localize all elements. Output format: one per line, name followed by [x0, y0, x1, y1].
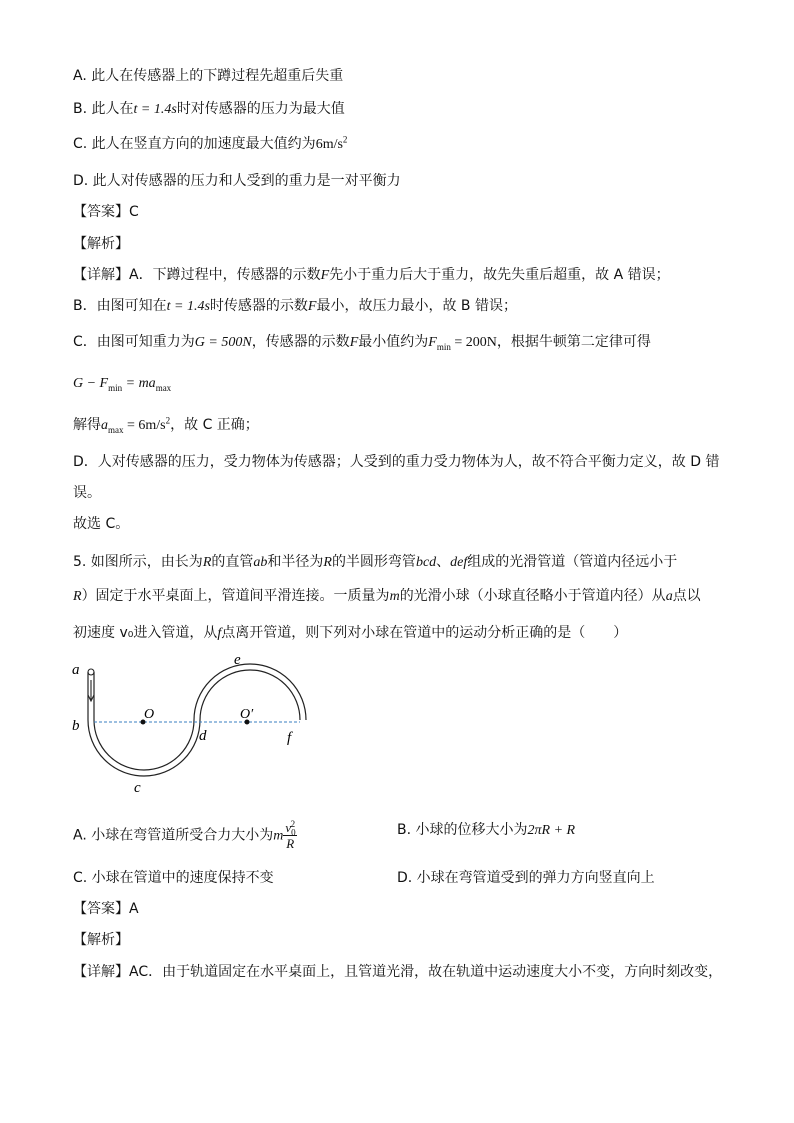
label-f: f — [287, 730, 292, 746]
label-O: O — [144, 707, 155, 722]
label-d: d — [199, 728, 207, 744]
q5-option-d: D. 小球在弯管道受到的弹力方向竖直向上 — [397, 870, 655, 886]
equation-newton: $G - F_{min} = ma_{max}$ — [73, 376, 172, 393]
pipe-bcd-inner — [94, 720, 194, 770]
label-O2: O′ — [240, 707, 254, 722]
label-e: e — [234, 652, 241, 668]
q5-line-1: 5. 如图所示，由长为R的直管ab和半径为R的半圆形弯管bcd、def组成的光滑管道（管道内径远小于 — [73, 554, 678, 570]
label-b: b — [72, 718, 80, 734]
detail-q5: 【详解】AC．由于轨道固定在水平桌面上，且管道光滑，故在轨道中运动速度大小不变，方向时刻改变， — [73, 964, 723, 980]
pipe-bcd-outer — [88, 720, 200, 776]
q5-option-a: A. 小球在弯管道所受合力大小为m $\frac{v_0^2}{R}$ — [73, 818, 296, 851]
fraction-v0-over-R: $\frac{v_0^2}{R}$ — [285, 818, 296, 851]
label-c: c — [134, 780, 141, 796]
option-a-prev: A. 此人在传感器上的下蹲过程先超重后失重 — [73, 68, 344, 84]
q5-line-3: 初速度 v₀进入管道，从f点离开管道，则下列对小球在管道中的运动分析正确的是（ ） — [73, 625, 628, 641]
math-t: t = 1.4s — [133, 102, 177, 117]
math-accel: 6m/s — [315, 137, 343, 152]
ball-a — [88, 669, 94, 675]
q5-option-c: C. 小球在管道中的速度保持不变 — [73, 870, 274, 886]
detail-line-7: 误。 — [73, 485, 101, 501]
pipe-diagram — [66, 650, 316, 800]
arrow-down — [88, 680, 94, 701]
detail-line-1: 【详解】A．下蹲过程中，传感器的示数F先小于重力后大于重力，故先失重后超重，故 A 错误； — [73, 267, 670, 283]
label-a: a — [72, 662, 80, 678]
q5-option-b: B. 小球的位移大小为2πR + R — [397, 822, 576, 838]
detail-line-3: C．由图可知重力为G = 500N，传感器的示数F最小值约为$F_{min} = 200N$，根据牛顿第二定律可得 — [73, 334, 651, 352]
option-b-prev: B. 此人在t = 1.4s时对传感器的压力为最大值 — [73, 101, 345, 117]
option-c-prev: C. 此人在竖直方向的加速度最大值约为$6m/s^2$ — [73, 134, 348, 152]
answer-prev: 【答案】C — [73, 204, 139, 220]
detail-line-6: D．人对传感器的压力，受力物体为传感器；人受到的重力受力物体为人，故不符合平衡力定义，故 D 错 — [73, 454, 720, 470]
detail-line-8: 故选 C。 — [73, 516, 130, 532]
analysis-label-q5: 【解析】 — [73, 932, 129, 948]
detail-line-5: 解得$a_{max} = 6m/s^2$，故 C 正确； — [73, 415, 259, 435]
option-d-prev: D. 此人对传感器的压力和人受到的重力是一对平衡力 — [73, 173, 401, 189]
analysis-label-prev: 【解析】 — [73, 236, 129, 252]
answer-q5: 【答案】A — [73, 901, 139, 917]
detail-line-2: B．由图可知在t = 1.4s时传感器的示数F最小，故压力最小，故 B 错误； — [73, 298, 517, 314]
q5-line-2: R）固定于水平桌面上，管道间平滑连接。一质量为m的光滑小球（小球直径略小于管道内径）从a点以 — [73, 588, 701, 604]
